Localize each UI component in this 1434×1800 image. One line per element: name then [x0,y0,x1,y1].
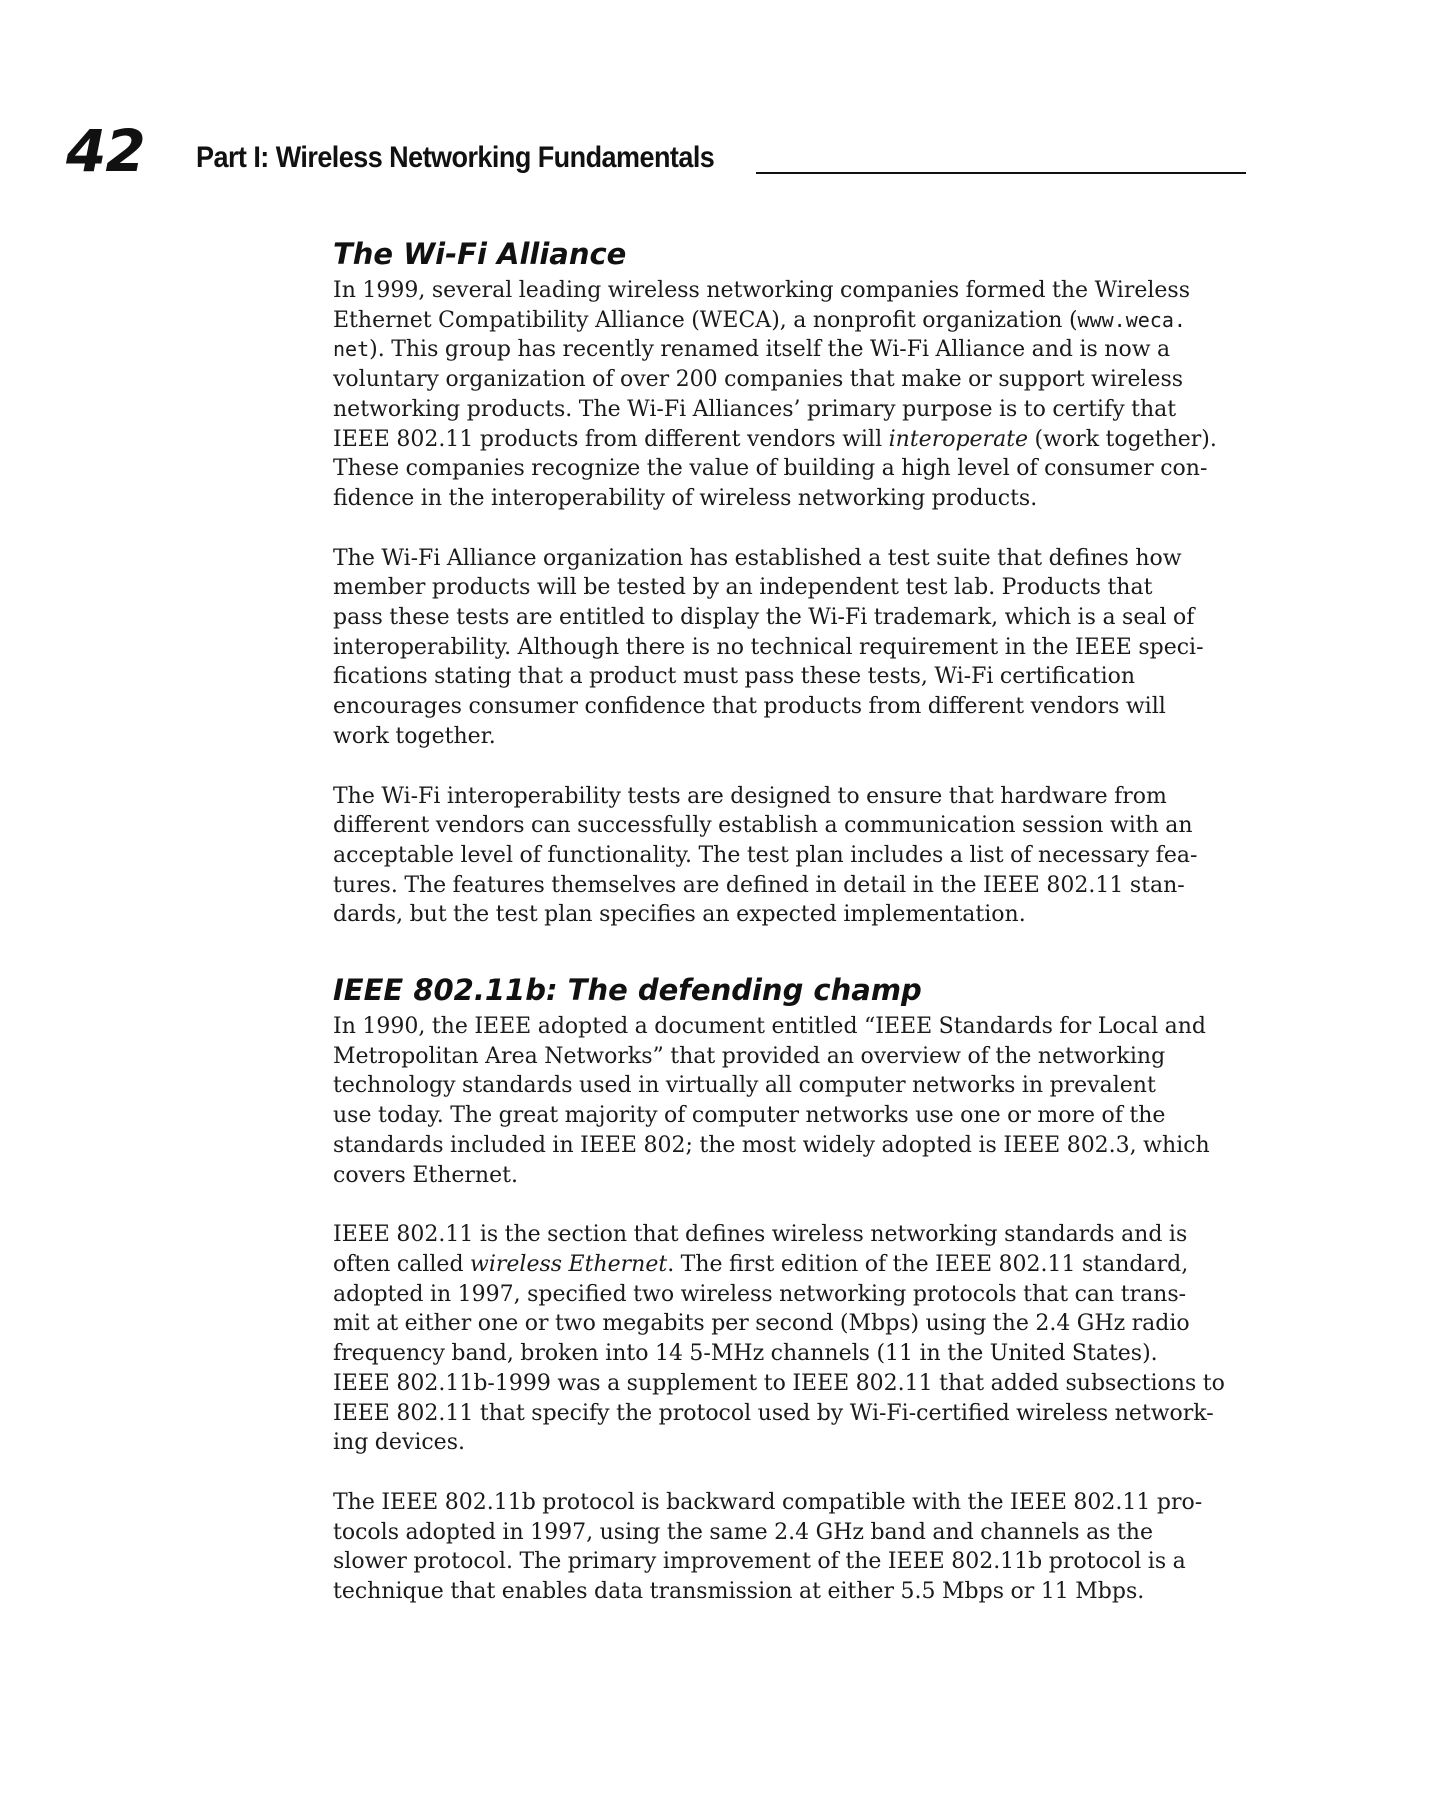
section-heading-wifi-alliance: The Wi-Fi Alliance [333,237,627,271]
paragraph-gap [333,1190,1248,1220]
paragraph-text: . The first edition of the IEEE 802.11 standard, adopted in 1997, specified two wireless networking protocols that can trans- mit at either one or two megabits per second (Mbps) using the 2.4 GHz radio frequency band, broken into 14 5-MHz channels (11 in the United States). IEEE 802.11b-1999 was a supplement to IEEE 802.11 that added subsections to IEEE 802.11 that specify the protocol used by Wi-Fi-certified wireless network- ing devices. [333,1251,1225,1456]
url-text: www.weca. [1077,307,1186,332]
paragraph [333,276,1248,514]
emphasis-text: wireless Ethernet [470,1251,668,1277]
running-head: Part I: Wireless Networking Fundamentals [196,141,715,174]
paragraph-text: ). This group has recently renamed itself the Wi-Fi Alliance and is now a voluntary organization of over 200 companies that make or support wireless networking products. The Wi-Fi Alliances’ primary purpose is to certify that IEEE 802.11 products from different vendors will [333,337,1184,452]
paragraph-gap [333,514,1248,544]
emphasis-text: interoperate [888,426,1029,452]
section-gap [333,930,1248,968]
page-body [333,232,1248,1607]
paragraph: The IEEE 802.11b protocol is backward compatible with the IEEE 802.11 pro- tocols adopted in 1997, using the same 2.4 GHz band and channels as the slower protocol. The primary improvement of the IEEE 802.11b protocol is a technique that enables data transmission at either 5.5 Mbps or 11 Mbps. [333,1489,1203,1605]
paragraph: In 1990, the IEEE adopted a document entitled “IEEE Standards for Local and Metropolitan Area Networks” that provided an overview of the networking technology standards used in virtually all computer networks in prevalent use today. The great majority of computer networks use one or more of the standards included in IEEE 802; the most widely adopted is IEEE 802.3, which covers Ethernet. [333,1014,1210,1188]
paragraph: The Wi-Fi Alliance organization has established a test suite that defines how member products will be tested by an independent test lab. Products that pass these tests are entitled to display the Wi-Fi trademark, which is a seal of interoperability. Although there is no technical requirement in the IEEE speci- fications stating that a product must pass these tests, Wi-Fi certification encourages consumer confidence that products from different vendors will work together. [333,545,1204,749]
paragraph: The Wi-Fi interoperability tests are designed to ensure that hardware from different vendors can successfully establish a communication session with an acceptable level of functionality. The test plan includes a list of necessary fea- tures. The features themselves are defined in detail in the IEEE 802.11 stan- dards, but the test plan specifies an expected implementation. [333,783,1198,928]
url-text-continued: net [333,337,370,362]
paragraph [333,1220,1248,1458]
paragraph-gap [333,1458,1248,1488]
paragraph-text: (work together). These companies recognize the value of building a high level of consumer con- fidence in the interoperability of wireless networking products. [333,426,1217,511]
section-heading-ieee-80211b: IEEE 802.11b: The defending champ [333,973,922,1008]
paragraph-text: IEEE 802.11 is the section that defines wireless networking standards and is often called [333,1222,1188,1277]
page-number: 42 [66,117,145,185]
paragraph-text: In 1999, several leading wireless networking companies formed the Wireless Ethernet Compatibility Alliance (WECA), a nonprofit organization ( [333,278,1191,333]
header-rule [756,172,1246,174]
paragraph-gap [333,752,1248,782]
